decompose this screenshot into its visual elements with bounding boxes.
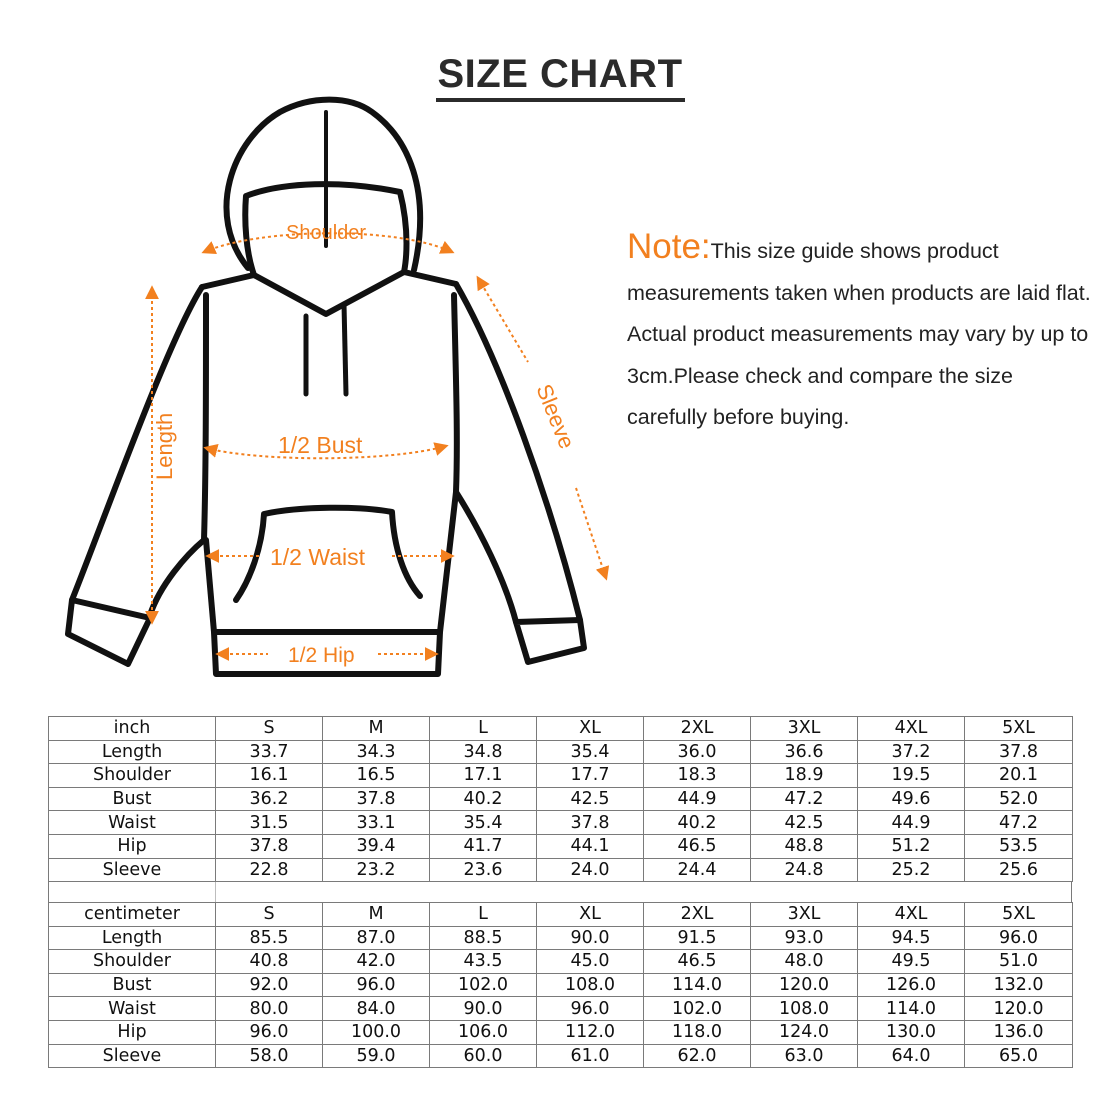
row-label: Hip [49,834,216,858]
table-cell: 24.4 [644,858,751,882]
table-cell: 90.0 [430,997,537,1021]
table-cell: 114.0 [644,973,751,997]
row-label: Sleeve [49,1044,216,1068]
table-cell: 44.9 [644,787,751,811]
table-cell: 37.8 [965,740,1073,764]
size-header: M [323,903,430,927]
table-cell: 44.1 [537,834,644,858]
table-row [49,926,1073,950]
table-cell: 132.0 [965,973,1073,997]
table-cell: 20.1 [965,764,1073,788]
table-cell: 35.4 [430,811,537,835]
size-header: 2XL [644,717,751,741]
table-cell: 18.3 [644,764,751,788]
row-label: Sleeve [49,858,216,882]
size-header: 2XL [644,903,751,927]
size-header: L [430,717,537,741]
table-cell: 118.0 [644,1020,751,1044]
table-cell: 93.0 [751,926,858,950]
table-cell: 88.5 [430,926,537,950]
size-header: 5XL [965,903,1073,927]
cm-table-body [49,903,1073,1068]
row-label: Waist [49,997,216,1021]
table-row [49,740,1073,764]
table-cell: 96.0 [323,973,430,997]
table-cell: 36.6 [751,740,858,764]
table-cell: 80.0 [216,997,323,1021]
size-header: 3XL [751,717,858,741]
measurement-guides [152,233,606,654]
row-label: Length [49,926,216,950]
row-label: Waist [49,811,216,835]
table-cell: 22.8 [216,858,323,882]
table-cell: 108.0 [537,973,644,997]
table-cell: 63.0 [751,1044,858,1068]
table-cell: 19.5 [858,764,965,788]
table-cell: 49.6 [858,787,965,811]
table-row [49,858,1073,882]
table-cell: 85.5 [216,926,323,950]
row-label: Length [49,740,216,764]
shoulder-label: Shoulder [286,222,367,244]
table-cell: 102.0 [430,973,537,997]
table-cell: 42.0 [323,950,430,974]
table-cell: 42.5 [537,787,644,811]
table-cell: 100.0 [323,1020,430,1044]
table-cell: 112.0 [537,1020,644,1044]
size-header: XL [537,717,644,741]
table-row [49,811,1073,835]
table-cell: 114.0 [858,997,965,1021]
table-cell: 136.0 [965,1020,1073,1044]
table-cell: 58.0 [216,1044,323,1068]
table-cell: 61.0 [537,1044,644,1068]
note-label: Note: [627,227,711,266]
table-cell: 108.0 [751,997,858,1021]
table-cell: 96.0 [216,1020,323,1044]
hoodie-outline [68,100,584,674]
size-header: 5XL [965,717,1073,741]
table-cell: 35.4 [537,740,644,764]
table-row [49,787,1073,811]
table-cell: 16.1 [216,764,323,788]
note-text: This size guide shows product measurements taken when products are laid flat. Actual product measurements may vary by up to 3cm.Please check and compare the size carefully before buying. [627,239,1091,429]
table-cell: 62.0 [644,1044,751,1068]
size-header: L [430,903,537,927]
size-header: 4XL [858,903,965,927]
size-header: XL [537,903,644,927]
table-row [49,834,1073,858]
unit-header: centimeter [49,903,216,927]
row-label: Shoulder [49,764,216,788]
table-cell: 40.2 [430,787,537,811]
table-cell: 33.7 [216,740,323,764]
table-cell: 37.8 [537,811,644,835]
table-row [49,1020,1073,1044]
table-cell: 31.5 [216,811,323,835]
table-header-row [49,903,1073,927]
table-cell: 87.0 [323,926,430,950]
table-cell: 43.5 [430,950,537,974]
table-cell: 18.9 [751,764,858,788]
row-label: Hip [49,1020,216,1044]
table-cell: 17.1 [430,764,537,788]
table-cell: 90.0 [537,926,644,950]
table-row [49,973,1073,997]
table-cell: 24.0 [537,858,644,882]
row-label: Shoulder [49,950,216,974]
table-cell: 126.0 [858,973,965,997]
table-cell: 120.0 [965,997,1073,1021]
table-row [49,1044,1073,1068]
table-cell: 64.0 [858,1044,965,1068]
size-note [627,226,1097,439]
table-cell: 92.0 [216,973,323,997]
size-header: M [323,717,430,741]
table-cell: 51.2 [858,834,965,858]
table-cell: 59.0 [323,1044,430,1068]
sleeve-guide-lower [576,488,606,578]
table-cell: 106.0 [430,1020,537,1044]
table-cell: 37.8 [323,787,430,811]
table-cell: 42.5 [751,811,858,835]
table-cell: 46.5 [644,834,751,858]
table-cell: 48.8 [751,834,858,858]
size-header: S [216,717,323,741]
table-cell: 25.2 [858,858,965,882]
length-label: Length [152,412,177,480]
table-spacer [48,882,1072,902]
table-cell: 130.0 [858,1020,965,1044]
table-header-row [49,717,1073,741]
table-cell: 16.5 [323,764,430,788]
table-row [49,950,1073,974]
table-cell: 53.5 [965,834,1073,858]
table-cell: 51.0 [965,950,1073,974]
size-header: 4XL [858,717,965,741]
table-cell: 37.2 [858,740,965,764]
table-cell: 52.0 [965,787,1073,811]
table-cell: 33.1 [323,811,430,835]
table-cell: 102.0 [644,997,751,1021]
measurement-labels [152,222,580,667]
inch-table-body [49,717,1073,882]
table-cell: 41.7 [430,834,537,858]
table-cell: 47.2 [965,811,1073,835]
table-cell: 37.8 [216,834,323,858]
hip-label: 1/2 Hip [288,644,355,667]
centimeter-size-table [48,902,1073,1068]
sleeve-label: Sleeve [531,380,580,453]
table-cell: 17.7 [537,764,644,788]
table-cell: 65.0 [965,1044,1073,1068]
waist-label: 1/2 Waist [270,544,366,570]
table-cell: 46.5 [644,950,751,974]
row-label: Bust [49,973,216,997]
table-row [49,997,1073,1021]
table-row [49,764,1073,788]
table-cell: 47.2 [751,787,858,811]
table-cell: 36.0 [644,740,751,764]
table-cell: 39.4 [323,834,430,858]
spacer-divider [215,882,216,902]
page-title: SIZE CHART [436,52,685,102]
table-cell: 40.2 [644,811,751,835]
table-cell: 44.9 [858,811,965,835]
bust-label: 1/2 Bust [278,432,363,458]
table-cell: 91.5 [644,926,751,950]
table-cell: 40.8 [216,950,323,974]
table-cell: 96.0 [965,926,1073,950]
table-cell: 36.2 [216,787,323,811]
size-header: S [216,903,323,927]
sleeve-guide-upper [478,278,528,362]
table-cell: 34.3 [323,740,430,764]
table-cell: 60.0 [430,1044,537,1068]
table-cell: 49.5 [858,950,965,974]
table-cell: 84.0 [323,997,430,1021]
table-cell: 124.0 [751,1020,858,1044]
table-cell: 94.5 [858,926,965,950]
table-cell: 24.8 [751,858,858,882]
table-cell: 23.2 [323,858,430,882]
unit-header: inch [49,717,216,741]
table-cell: 96.0 [537,997,644,1021]
table-cell: 34.8 [430,740,537,764]
table-cell: 120.0 [751,973,858,997]
table-cell: 45.0 [537,950,644,974]
table-cell: 48.0 [751,950,858,974]
table-cell: 25.6 [965,858,1073,882]
size-header: 3XL [751,903,858,927]
table-cell: 23.6 [430,858,537,882]
row-label: Bust [49,787,216,811]
inch-size-table [48,716,1073,882]
